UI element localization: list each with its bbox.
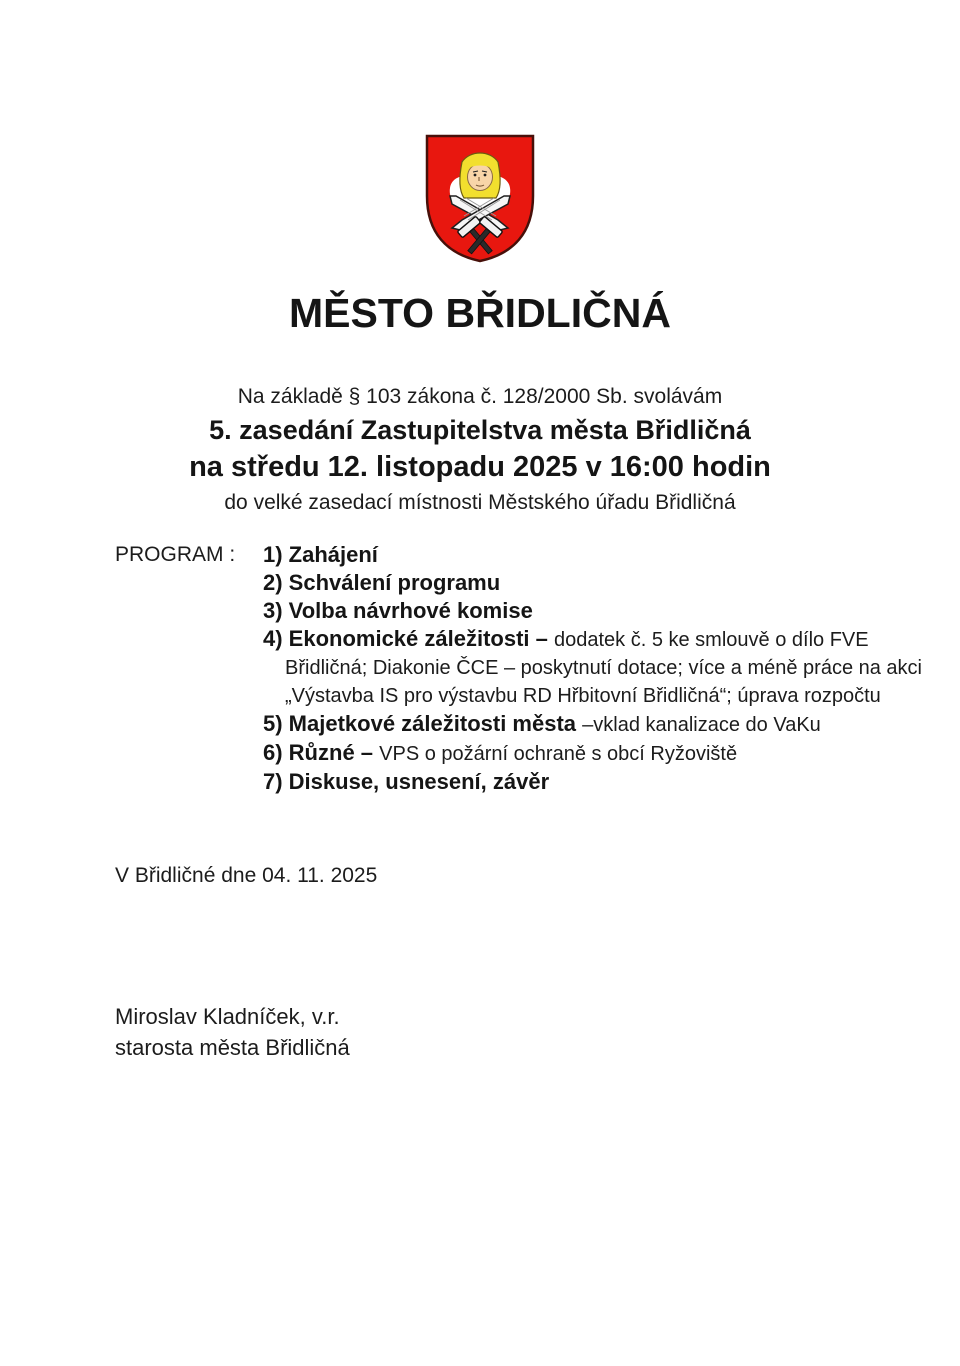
program-item-2-text: 2) Schválení programu xyxy=(263,570,501,595)
program-item-5 xyxy=(263,710,922,739)
city-title: MĚSTO BŘIDLIČNÁ xyxy=(289,290,671,336)
program-item-1 xyxy=(263,541,922,569)
program-item-3 xyxy=(263,597,922,625)
left-eye xyxy=(474,174,477,177)
program-item-6-detail: VPS o požární ochraně s obcí Ryžoviště xyxy=(379,743,738,765)
issue-date-line: V Břidličné dne 04. 11. 2025 xyxy=(115,864,378,887)
program-item-1-text: 1) Zahájení xyxy=(263,542,378,567)
coat-of-arms xyxy=(422,132,538,265)
session-intro xyxy=(0,383,960,516)
program-item-5-detail: –vklad kanalizace do VaKu xyxy=(582,714,821,736)
program-label: PROGRAM : xyxy=(115,543,236,566)
program-item-4-continuation-2: „Výstavba IS pro výstavbu RD Hřbitovní Břidličná“; úprava rozpočtu xyxy=(285,685,881,707)
program-item-4-title: 4) Ekonomické záležitosti – xyxy=(263,626,554,651)
session-location-line: do velké zasedací místnosti Městského úřadu Břidličná xyxy=(224,491,736,514)
program-item-6 xyxy=(263,739,922,768)
program-item-3-text: 3) Volba návrhové komise xyxy=(263,598,533,623)
session-datetime-line: na středu 12. listopadu 2025 v 16:00 hodin xyxy=(189,451,771,483)
program-items xyxy=(263,541,922,796)
signatory-title: starosta města Břidličná xyxy=(115,1035,350,1060)
program-item-7 xyxy=(263,768,922,796)
right-eye xyxy=(484,174,487,177)
legal-basis-line: Na základě § 103 zákona č. 128/2000 Sb. svolávám xyxy=(237,385,723,408)
program-item-2 xyxy=(263,569,922,597)
signatory-name: Miroslav Kladníček, v.r. xyxy=(115,1004,340,1029)
program-item-4-detail: dodatek č. 5 ke smlouvě o dílo FVE xyxy=(553,629,869,651)
program-item-4 xyxy=(263,625,922,654)
program-item-6-title: 6) Různé – xyxy=(263,740,380,765)
program-item-7-text: 7) Diskuse, usnesení, závěr xyxy=(263,769,550,794)
program-item-5-title: 5) Majetkové záležitosti města xyxy=(263,711,583,736)
program-item-4-continuation-1: Břidličná; Diakonie ČCE – poskytnutí dotace; více a méně práce na akci xyxy=(285,657,922,679)
program-section xyxy=(115,541,922,796)
session-title-line: 5. zasedání Zastupitelstva města Břidličná xyxy=(209,415,751,445)
coat-of-arms-icon xyxy=(422,132,538,265)
signature-block xyxy=(115,1001,350,1063)
